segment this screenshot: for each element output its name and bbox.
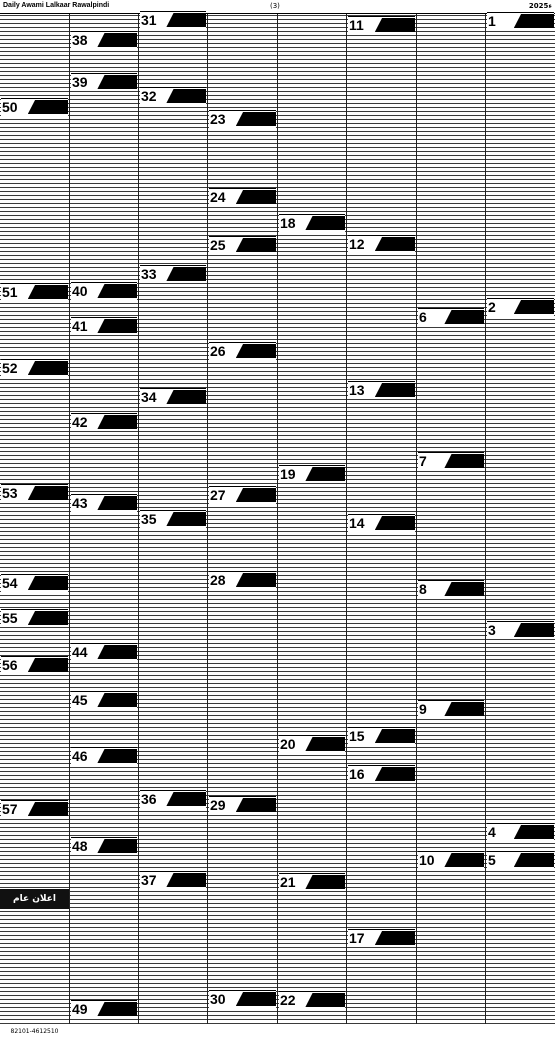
ad-number: 24	[210, 189, 226, 205]
ad-number: 53	[2, 485, 18, 501]
classified-ad	[279, 465, 345, 483]
column-7	[417, 14, 486, 1024]
ad-number: 43	[72, 495, 88, 511]
classified-ad	[209, 571, 276, 589]
ad-number: 35	[141, 511, 157, 527]
ad-number: 48	[72, 838, 88, 854]
ad-number: 11	[349, 17, 364, 33]
classified-ad	[71, 643, 137, 661]
classified-ad	[1, 484, 68, 502]
ad-number: 57	[2, 801, 18, 817]
ad-number: 12	[349, 236, 365, 252]
classified-ad	[140, 11, 206, 29]
column-5	[278, 14, 347, 1024]
ad-number: 42	[72, 414, 88, 430]
classified-ad	[71, 31, 137, 49]
classified-ad	[487, 298, 554, 316]
ad-banner	[28, 486, 68, 500]
ad-number: 9	[419, 701, 427, 717]
ad-banner	[514, 853, 554, 867]
ad-number: 44	[72, 644, 88, 660]
ad-banner	[166, 13, 206, 27]
ad-banner	[514, 825, 554, 839]
ad-number: 15	[349, 728, 365, 744]
ad-number: 20	[280, 736, 296, 752]
classified-ad	[209, 796, 276, 814]
ad-banner	[97, 415, 137, 429]
ad-number: 50	[2, 99, 18, 115]
ad-number: 37	[141, 872, 157, 888]
classified-ad	[71, 73, 137, 91]
ad-banner	[514, 300, 554, 314]
ad-number: 31	[141, 12, 157, 28]
ad-banner	[236, 190, 276, 204]
ad-banner	[97, 1002, 137, 1016]
ad-banner	[514, 14, 554, 28]
column-3	[139, 14, 208, 1024]
ad-banner	[166, 512, 206, 526]
classified-ad	[348, 727, 415, 745]
classified-ad	[209, 110, 276, 128]
masthead	[0, 0, 555, 14]
classified-ad	[140, 510, 206, 528]
classified-ad	[140, 87, 206, 105]
ad-banner	[97, 496, 137, 510]
classified-ad	[348, 235, 415, 253]
ad-number: 13	[349, 382, 365, 398]
classified-ad	[279, 991, 345, 1009]
ad-number: 22	[280, 992, 296, 1008]
ad-number: 54	[2, 575, 18, 591]
ad-number: 16	[349, 766, 365, 782]
ad-number: 18	[280, 215, 296, 231]
ad-number: 19	[280, 466, 296, 482]
classified-ad	[348, 16, 415, 34]
ad-number: 25	[210, 237, 226, 253]
ad-banner	[166, 267, 206, 281]
ad-number: 45	[72, 692, 88, 708]
column-8	[486, 14, 555, 1024]
ad-banner	[28, 658, 68, 672]
ad-banner	[236, 798, 276, 812]
ad-number: 29	[210, 797, 226, 813]
ad-banner	[236, 573, 276, 587]
classified-ad	[418, 308, 484, 326]
ad-banner	[375, 931, 415, 945]
classified-ad	[487, 851, 554, 869]
classified-ad	[71, 494, 137, 512]
classified-ad	[1, 283, 68, 301]
classified-ad	[140, 871, 206, 889]
ad-banner	[375, 237, 415, 251]
ad-banner	[305, 737, 345, 751]
ad-number: 6	[419, 309, 427, 325]
classified-ad	[71, 1000, 137, 1018]
classified-ad	[487, 621, 554, 639]
classified-ad	[1, 574, 68, 592]
column-2	[70, 14, 139, 1024]
classified-ad	[1, 609, 68, 627]
ad-number: 26	[210, 343, 226, 359]
classified-ad	[487, 823, 554, 841]
ad-number: 27	[210, 487, 226, 503]
ad-banner	[28, 100, 68, 114]
column-6	[347, 14, 417, 1024]
classified-ad	[71, 837, 137, 855]
classified-ad	[209, 342, 276, 360]
ad-banner	[166, 873, 206, 887]
ad-banner	[97, 319, 137, 333]
ad-banner	[236, 992, 276, 1006]
classified-ad	[348, 514, 415, 532]
classified-ad	[71, 282, 137, 300]
ad-number: 49	[72, 1001, 88, 1017]
classified-ad	[279, 214, 345, 232]
ad-number: 30	[210, 991, 226, 1007]
classified-ad	[140, 388, 206, 406]
ad-number: 2	[488, 299, 496, 315]
ad-number: 23	[210, 111, 226, 127]
ad-banner	[444, 702, 484, 716]
classified-ad	[418, 700, 484, 718]
classified-ad	[209, 486, 276, 504]
footer-phone-number: 82101-4612510	[0, 1026, 69, 1037]
ad-banner	[305, 875, 345, 889]
ad-number: 34	[141, 389, 157, 405]
ad-banner	[375, 383, 415, 397]
ad-banner	[444, 853, 484, 867]
classified-ad	[71, 413, 137, 431]
ad-banner	[97, 839, 137, 853]
ad-banner	[236, 112, 276, 126]
classified-ad	[71, 747, 137, 765]
classified-ad	[348, 765, 415, 783]
ad-number: 39	[72, 74, 88, 90]
ad-number: 1	[488, 13, 496, 29]
column-1	[0, 14, 70, 1035]
classified-ad	[418, 580, 484, 598]
ad-banner	[444, 454, 484, 468]
ad-banner	[97, 749, 137, 763]
ad-number: 5	[488, 852, 496, 868]
ad-banner	[514, 623, 554, 637]
classified-ad	[140, 265, 206, 283]
classified-ad	[209, 188, 276, 206]
classified-ad	[1, 656, 68, 674]
column-4	[208, 14, 278, 1024]
ad-banner	[444, 582, 484, 596]
page-number: (3)	[270, 2, 280, 10]
ad-number: 3	[488, 622, 496, 638]
issue-date: 2025ء	[528, 2, 552, 10]
ad-number: 7	[419, 453, 427, 469]
ad-number: 17	[349, 930, 365, 946]
ad-number: 55	[2, 610, 18, 626]
classified-ad	[1, 800, 68, 818]
ad-banner	[305, 216, 345, 230]
ad-number: 32	[141, 88, 157, 104]
ad-banner	[375, 729, 415, 743]
classified-ad	[209, 236, 276, 254]
ad-banner	[375, 18, 415, 32]
ad-banner	[97, 693, 137, 707]
ad-banner	[236, 344, 276, 358]
ad-banner	[236, 238, 276, 252]
classified-ad	[418, 452, 484, 470]
classified-ad	[418, 851, 484, 869]
ad-banner	[166, 390, 206, 404]
ad-number: 8	[419, 581, 427, 597]
ad-number: 51	[2, 284, 18, 300]
ad-banner	[97, 33, 137, 47]
ad-banner	[28, 361, 68, 375]
classified-ad	[279, 735, 345, 753]
ad-number: 21	[280, 874, 296, 890]
classified-ad	[140, 790, 206, 808]
public-notice-heading: اعلان عام	[0, 889, 69, 909]
classified-ad	[487, 12, 554, 30]
ad-banner	[375, 767, 415, 781]
classified-ad	[348, 381, 415, 399]
ad-number: 28	[210, 572, 226, 588]
classified-ad	[279, 873, 345, 891]
ad-number: 56	[2, 657, 18, 673]
ad-banner	[97, 645, 137, 659]
ad-banner	[305, 993, 345, 1007]
paper-name: Daily Awami Lalkaar Rawalpindi	[3, 2, 110, 9]
ad-banner	[305, 467, 345, 481]
classified-ad	[1, 359, 68, 377]
classified-ad	[1, 98, 68, 116]
ad-banner	[375, 516, 415, 530]
ad-number: 14	[349, 515, 365, 531]
ad-number: 36	[141, 791, 157, 807]
classified-ad	[348, 929, 415, 947]
classified-ad	[71, 317, 137, 335]
ad-banner	[166, 792, 206, 806]
ad-number: 46	[72, 748, 88, 764]
ad-banner	[236, 488, 276, 502]
ad-number: 10	[419, 852, 435, 868]
ad-banner	[28, 611, 68, 625]
ad-banner	[97, 284, 137, 298]
ad-number: 52	[2, 360, 18, 376]
ad-banner	[28, 285, 68, 299]
ad-banner	[28, 802, 68, 816]
ad-number: 38	[72, 32, 88, 48]
classified-ad	[71, 691, 137, 709]
ad-number: 41	[72, 318, 88, 334]
ad-banner	[97, 75, 137, 89]
ad-number: 33	[141, 266, 157, 282]
ad-number: 4	[488, 824, 496, 840]
ad-number: 40	[72, 283, 88, 299]
ad-banner	[166, 89, 206, 103]
ad-banner	[28, 576, 68, 590]
ad-banner	[444, 310, 484, 324]
classified-ad	[209, 990, 276, 1008]
